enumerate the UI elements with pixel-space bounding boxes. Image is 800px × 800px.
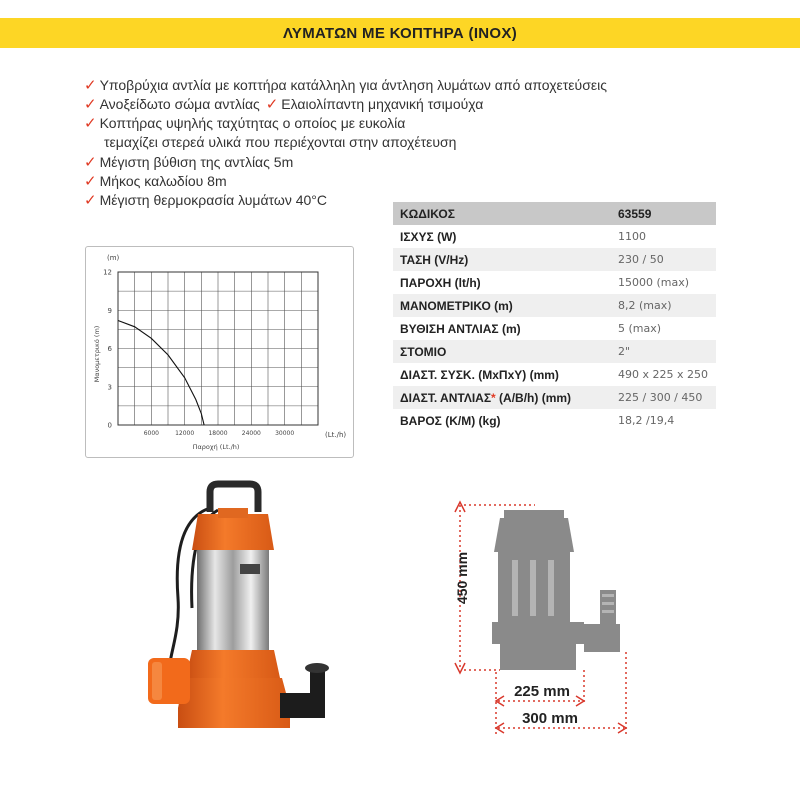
spec-row xyxy=(393,294,716,317)
spec-row xyxy=(393,248,716,271)
spec-label: ΣΤΟΜΙΟ xyxy=(400,344,447,359)
spec-label: ΤΑΣΗ (V/Hz) xyxy=(400,252,469,267)
chart-axes xyxy=(103,269,318,438)
spec-row xyxy=(393,271,716,294)
feature-item xyxy=(84,114,405,133)
x-tick-label: 24000 xyxy=(241,430,261,437)
spec-row xyxy=(393,363,716,386)
spec-value: 15000 (max) xyxy=(618,276,690,289)
feature-text: Μέγιστη θερμοκρασία λυμάτων 40°C xyxy=(99,192,327,208)
feature-item xyxy=(84,76,607,95)
check-icon: ✓ xyxy=(84,77,97,94)
feature-text-continued: τεμαχίζει στερεά υλικά που περιέχονται στην αποχέτευση xyxy=(104,134,457,150)
pump-top-cap xyxy=(192,514,274,550)
asterisk-mark: * xyxy=(491,390,496,405)
y-axis-title: Μανομετρικό (m) xyxy=(93,325,101,383)
y-tick-label: 6 xyxy=(107,345,112,353)
pump-photo xyxy=(140,478,365,740)
height-label: 450 mm xyxy=(454,551,470,605)
silhouette-outlet xyxy=(584,624,620,652)
feature-text: Μέγιστη βύθιση της αντλίας 5m xyxy=(99,154,294,170)
x-tick-label: 30000 xyxy=(275,430,295,437)
spec-value: 8,2 (max) xyxy=(618,299,672,312)
pump-base xyxy=(178,678,290,728)
outlet-elbow xyxy=(280,668,325,718)
chart-grid xyxy=(118,272,318,425)
feature-item xyxy=(84,191,327,210)
spec-value: 1100 xyxy=(618,230,646,243)
spec-label: ΒΑΡΟΣ (Κ/Μ) (kg) xyxy=(400,413,501,428)
y-tick-label: 0 xyxy=(107,421,112,430)
spec-header-row xyxy=(393,202,716,225)
feature-item xyxy=(84,95,483,114)
y-tick-label: 3 xyxy=(107,383,112,392)
feature-text: Ελαιολίπαντη μηχανική τσιμούχα xyxy=(281,96,484,112)
spec-value: 2" xyxy=(618,345,631,358)
chart-series xyxy=(118,321,204,426)
spec-label: ΚΩΔΙΚΟΣ xyxy=(400,206,455,221)
silhouette-top xyxy=(494,518,574,552)
outlet-opening xyxy=(305,663,329,673)
check-icon: ✓ xyxy=(84,96,97,113)
spec-value: 63559 xyxy=(618,206,652,221)
x-unit-label: (Lt./h) xyxy=(325,431,347,439)
spec-label: ΠΑΡΟΧΗ (lt/h) xyxy=(400,275,481,290)
silhouette-handle xyxy=(504,510,564,518)
y-tick-label: 12 xyxy=(103,268,112,277)
arrow-down-icon xyxy=(455,663,465,673)
width-b-label: 300 mm xyxy=(522,710,578,727)
spec-value: 225 / 300 / 450 xyxy=(618,391,703,404)
spec-value: 5 (max) xyxy=(618,322,662,335)
spec-label xyxy=(393,391,618,405)
silhouette-thread xyxy=(602,602,614,605)
cable-gland xyxy=(218,508,248,518)
silhouette-thread xyxy=(602,594,614,597)
spec-label: ΙΣΧΥΣ (W) xyxy=(400,229,457,244)
performance-chart-svg xyxy=(86,247,353,457)
silhouette-base xyxy=(500,644,576,670)
silhouette-thread xyxy=(602,610,614,613)
spec-label: ΒΥΘΙΣΗ ΑΝΤΛΙΑΣ (m) xyxy=(400,321,521,336)
silhouette-rib xyxy=(512,560,518,616)
silhouette-housing xyxy=(492,622,584,644)
pump-handle xyxy=(210,484,258,512)
spec-row xyxy=(393,340,716,363)
spec-label-text: ΔΙΑΣΤ. ΑΝΤΛΙΑΣ xyxy=(400,390,492,405)
y-tick-label: 9 xyxy=(107,306,112,315)
spec-label: ΔΙΑΣΤ. ΣΥΣΚ. (ΜxΠxΥ) (mm) xyxy=(400,367,559,382)
feature-text: Μήκος καλωδίου 8m xyxy=(99,173,227,189)
x-tick-label: 18000 xyxy=(208,430,228,437)
x-tick-label: 6000 xyxy=(143,430,159,437)
spec-row xyxy=(393,386,716,409)
spec-label-suffix: (A/B/h) (mm) xyxy=(495,390,572,405)
y-unit-label: (m) xyxy=(107,254,120,262)
feature-text: Κοπτήρας υψηλής ταχύτητας ο οποίος με ευκολία xyxy=(99,115,406,131)
check-icon: ✓ xyxy=(84,192,97,209)
width-a-label: 225 mm xyxy=(514,683,570,700)
rating-plate xyxy=(240,564,260,574)
float-highlight xyxy=(152,662,162,700)
silhouette-rib xyxy=(530,560,536,616)
spec-table xyxy=(393,202,716,432)
feature-item xyxy=(84,172,227,191)
spec-row xyxy=(393,225,716,248)
pump-silhouette xyxy=(492,510,620,670)
check-icon: ✓ xyxy=(265,96,279,113)
x-axis-title: Παροχή (Lt./h) xyxy=(192,443,240,451)
feature-text: Υποβρύχια αντλία με κοπτήρα κατάλληλη για άντληση λυμάτων από αποχετεύσεις xyxy=(99,77,607,93)
performance-chart xyxy=(85,246,354,458)
check-icon: ✓ xyxy=(84,173,97,190)
spec-row xyxy=(393,317,716,340)
banner-title: ΛΥΜΑΤΩΝ ΜΕ ΚΟΠΤΗΡΑ (INOX) xyxy=(282,24,517,42)
spec-label: ΜΑΝΟΜΕΤΡΙΚΟ (m) xyxy=(400,298,513,313)
check-icon: ✓ xyxy=(84,115,97,132)
title-banner xyxy=(0,18,800,48)
check-icon: ✓ xyxy=(84,154,97,171)
performance-curve xyxy=(118,321,204,426)
spec-value: 18,2 /19,4 xyxy=(618,414,675,427)
spec-value: 230 / 50 xyxy=(618,253,664,266)
dimension-diagram xyxy=(440,490,650,740)
spec-value: 490 x 225 x 250 xyxy=(618,368,708,381)
x-tick-label: 12000 xyxy=(175,430,195,437)
feature-item xyxy=(84,153,293,172)
silhouette-rib xyxy=(548,560,554,616)
pump-lower-housing xyxy=(186,650,280,678)
feature-text: Ανοξείδωτο σώμα αντλίας xyxy=(99,96,260,112)
spec-row xyxy=(393,409,716,432)
